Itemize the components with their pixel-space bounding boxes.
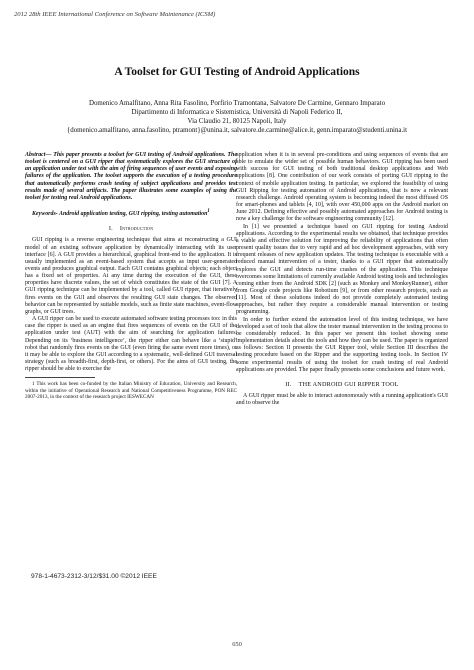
author-names: Domenico Amalfitano, Anna Rita Fasolino, Porfirio Tramontana, Salvatore De Carmine, Gennaro Imparato bbox=[88, 100, 386, 107]
page-number: 650 bbox=[232, 641, 242, 648]
affiliation-line-2: Via Claudio 21, 80125 Napoli, Italy bbox=[187, 118, 287, 125]
body-paragraph: GUI ripping is a reverse engineering technique that aims at reconstructing a GUI model of an existing software application by dynamically interacting with its user interface [6]. A GUI provides a hierarchical, graphical front-end to the application. It is usually implemented as an event-based system that accepts as input user-generated events and produces graphical output. Each GUI contains graphical objects; each object has a fixed set of properties. At any time during the execution of the GUI, these properties have discrete values, the set of which constitutes the state of the GUI [7]. A GUI ripping technique can be implemented by a tool, called GUI ripper, that iteratively fires events on the GUI and observes the resulting GUI state changes. The observed behavior can be represented by suitable models, such as finite state machines, event-flow graphs, or GUI trees. bbox=[25, 237, 237, 315]
paper-title: A Toolset for GUI Testing of Android Applications bbox=[114, 66, 360, 78]
footnote-rule bbox=[25, 377, 95, 378]
section-title: Introduction bbox=[119, 225, 154, 233]
author-block bbox=[0, 99, 474, 135]
body-paragraph: A GUI ripper must be able to interact autonomously with a running application's GUI and to observe the bbox=[236, 393, 448, 407]
section-title: THE ANDROID GUI RIPPER TOOL bbox=[298, 380, 399, 388]
body-paragraph: In [1] we presented a technique based on GUI ripping for testing Android applications. According to the experimental results we obtained, that technique provides a viable and effective solution for improving the reliability of applications that often present quality issues due to very rapid and ad hoc development approaches, with very frequent releases of new application updates. The testing technique is executable with a reduced manual intervention of a tester, thanks to a GUI ripper that automatically explores the GUI and detects run-time crashes of the application. This technique overcomes some limitations of currently available Android testing tools and technologies coming either from the Android SDK [2] (such as Monkey and MonkeyRunner), either from Google code projects like Robotium [9], or from other research projects, such as [11]. Most of these solutions indeed do not provide completely automated testing approaches, but rather they require a considerable manual intervention or testing programming. bbox=[236, 223, 448, 316]
keywords bbox=[25, 208, 237, 218]
conference-header: 2012 28th IEEE International Conference on Software Maintenance (ICSM) bbox=[14, 11, 216, 18]
section-heading-ripper-tool bbox=[236, 381, 448, 388]
footnote: 1 This work has been co-funded by the Italian Ministry of Education, University and Research, within the initiative of Operational Research and National Competitiveness Programme, PON REC 2007-2013, in the context of the research project IESWECAN bbox=[25, 381, 237, 400]
keywords-footnote-mark: I bbox=[207, 209, 210, 215]
body-paragraph: A GUI ripper can be used to execute automated software testing processes too: in this case the ripper is used as an engine that fires sequences of events on the GUI of the application under test (AUT) with the aim of searching for application failures. Depending on its ‘business intelligence’, the ripper either can behave like a ‘stupid’ robot that randomly fires events on the GUI (even firing the same event more times), or it may be able to explore the GUI according to a systematic, well-defined GUI traversal strategy (such as breadth-first, depth-first, or others). For the aims of GUI testing, the ripper should be able to exercise the bbox=[25, 316, 237, 373]
abstract: Abstract— This paper presents a toolset for GUI testing of Android applications. The toolset is centered on a GUI ripper that systematically explores the GUI structure of an application under test with the aim of firing sequences of user events and exposing failures of the application. The toolset supports the execution of a testing procedure that automatically performs crash testing of subject applications and provides test results made of several artifacts. The paper illustrates some examples of using the toolset for testing real Android applications. bbox=[25, 152, 237, 201]
keywords-text: Keywords- Android application testing, GUI ripping, testing automation bbox=[32, 211, 208, 218]
section-number: II. bbox=[285, 380, 292, 388]
body-paragraph: application when it is in several pre-conditions and using sequences of events that are able to emulate the wider set of possible human behaviors. GUI ripping has been used with success for GUI testing of both traditional desktop applications and Web applications [8]. One contribution of our work consists of porting GUI ripping to the context of mobile application testing. In particular, we explored the feasibility of using GUI Ripping for testing automation of Android applications, that is now a relevant research challenge. Android operating system is becoming indeed the most diffused OS for smart-phones and tablets [4, 10], with over 450,000 apps on the Android market on June 2012. Defining effective and possibly automated approaches for Android testing is now a key challenge for the software engineering community [12]. bbox=[236, 152, 448, 223]
left-column bbox=[25, 152, 237, 400]
section-number: I. bbox=[108, 225, 113, 233]
author-emails: {domenico.amalfitano, anna.fasolino, ptramont}@unina.it, salvatore.de.carmine@alice.it, genn.imparato@studenti.unina.it bbox=[66, 127, 408, 134]
affiliation-line-1: Dipartimento di Informatica e Sistemistica, Università di Napoli Federico II, bbox=[131, 109, 343, 116]
right-column bbox=[236, 152, 448, 407]
copyright-notice: 978-1-4673-2312-3/12/$31.00 ©2012 IEEE bbox=[31, 573, 157, 580]
body-paragraph: In order to further extend the automation level of this testing technique, we have developed a set of tools that allow the tester manual intervention in the testing process to be considerably reduced. In this paper we present this toolset showing some implementation details about the tools and how they can be used. The paper is organized as follows: Section II presents the GUI Ripper tool, while Section III describes the testing procedure based on the Ripper and the supporting testing tools. In Section IV some experimental results of using the toolset for crash testing of real Android applications are provided. The paper finally presents some conclusions and future work. bbox=[236, 316, 448, 373]
section-heading-introduction bbox=[25, 225, 237, 232]
